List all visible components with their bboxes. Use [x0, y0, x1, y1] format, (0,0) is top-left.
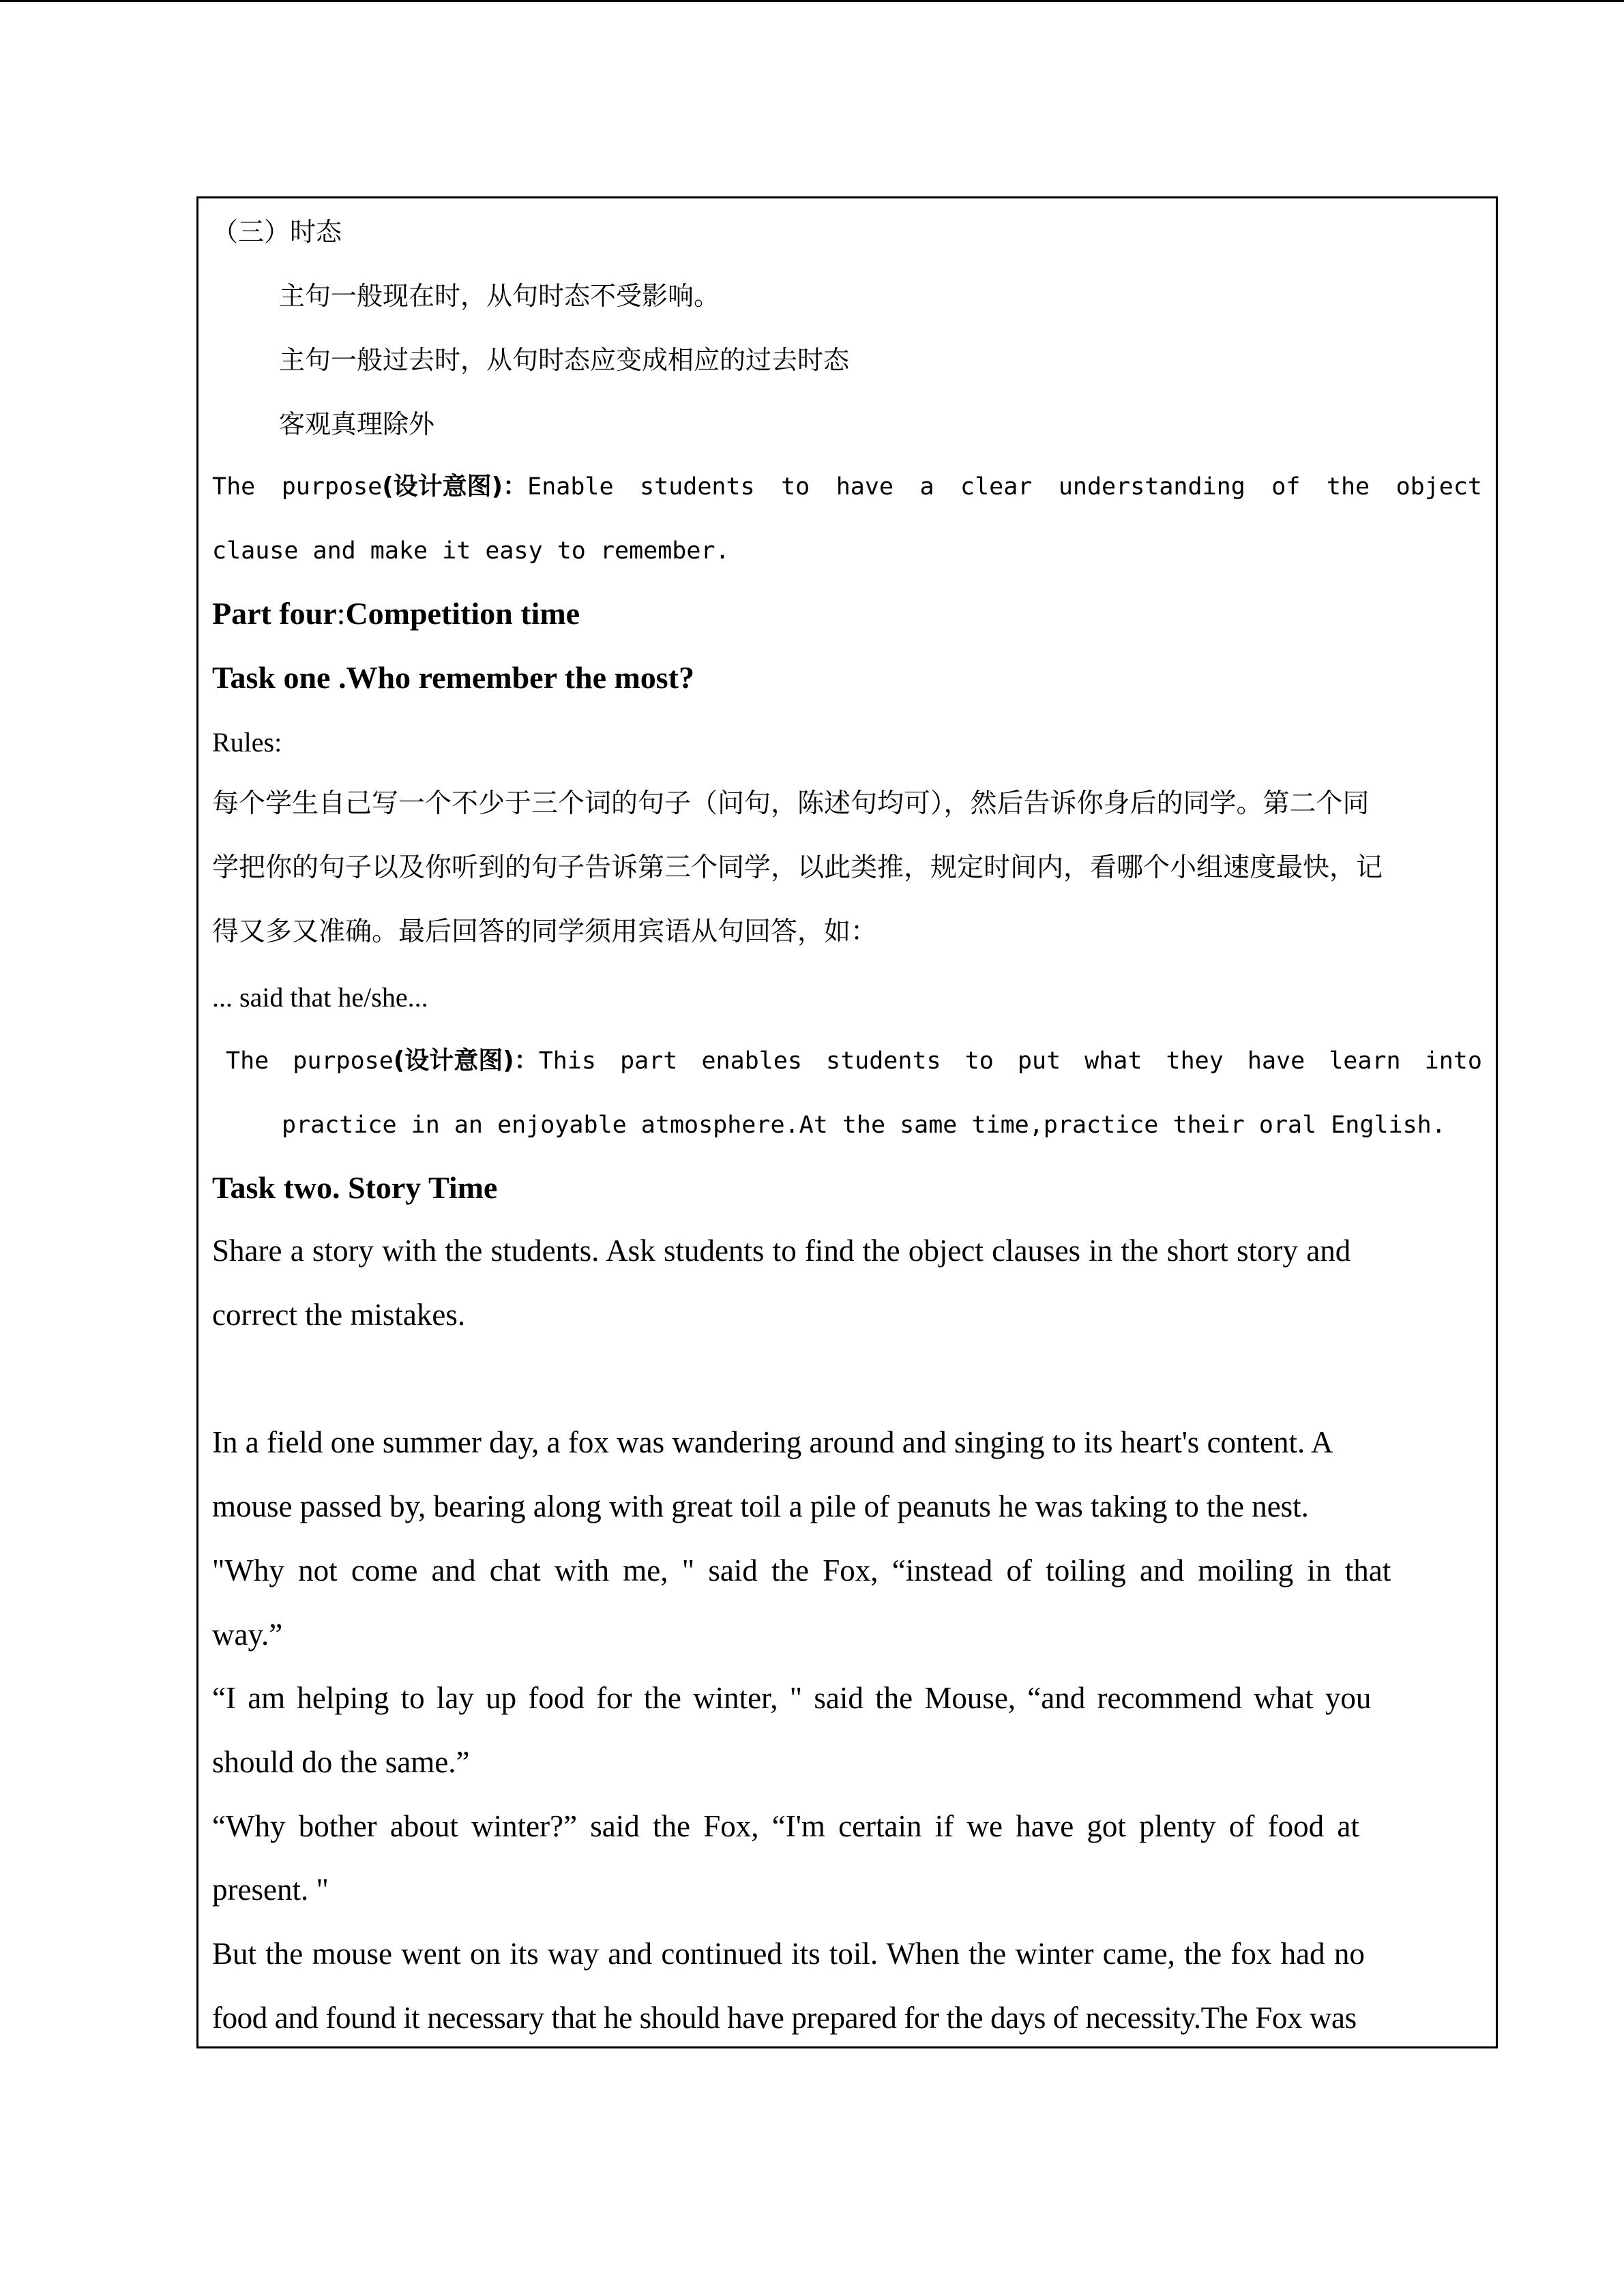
task-two-intro-line-2: correct the mistakes.	[212, 1298, 466, 1332]
purpose2-word: students	[826, 1047, 941, 1075]
purpose2-word: learn	[1329, 1047, 1401, 1075]
purpose-word: to	[781, 473, 810, 501]
part-four-title: Part four:Competition time	[212, 596, 580, 631]
story-line-2: mouse passed by, bearing along with great toil a pile of peanuts he was taking to the nest.	[212, 1489, 1309, 1523]
story-line-10: food and found it necessary that he should have prepared for the days of necessity.The Fox was	[212, 2001, 1357, 2035]
purpose-label-cn: (设计意图)：	[382, 473, 528, 501]
rules-text-line-2: 学把你的句子以及你听到的句子告诉第三个同学，以此类推，规定时间内，看哪个小组速度最快，记	[212, 852, 1383, 883]
purpose2-label-cn: (设计意图)：	[393, 1047, 539, 1075]
purpose2-line-2: practice in an enjoyable atmosphere.At the same time,practice their oral English.	[282, 1112, 1446, 1139]
rules-text-line-1: 每个学生自己写一个不少于三个词的句子（问句，陈述句均可），然后告诉你身后的同学。第二个同	[212, 788, 1370, 819]
purpose-word: clear	[960, 473, 1033, 501]
purpose2-line-1	[226, 1049, 1482, 1073]
tense-rule-exception: 客观真理除外	[279, 409, 435, 439]
purpose2-word: they	[1166, 1047, 1224, 1075]
purpose2-word: into	[1424, 1047, 1482, 1075]
tense-rule-present: 主句一般现在时，从句时态不受影响。	[279, 281, 720, 311]
purpose-word: the	[1326, 473, 1370, 501]
task-two-intro-line-1: Share a story with the students. Ask students to find the object clauses in the short story and	[212, 1234, 1351, 1268]
purpose2-word: enables	[701, 1047, 802, 1075]
tense-heading: （三）时态	[212, 217, 342, 247]
tense-rule-past: 主句一般过去时，从句时态应变成相应的过去时态	[279, 345, 850, 375]
purpose2-word: have	[1247, 1047, 1305, 1075]
story-line-5: “I am helping to lay up food for the winter, " said the Mouse, “and recommend what you	[212, 1681, 1372, 1715]
purpose2-label: The	[226, 1047, 269, 1075]
purpose-word: a	[919, 473, 934, 501]
lesson-plan-frame	[196, 196, 1498, 2048]
rules-label: Rules:	[212, 727, 282, 758]
purpose-word: of	[1271, 473, 1301, 501]
story-line-6: should do the same.”	[212, 1745, 470, 1779]
task-two-title: Task two. Story Time	[212, 1170, 498, 1205]
purpose-word: students	[640, 473, 755, 501]
purpose-word: understanding	[1058, 473, 1245, 501]
task-one-title: Task one .Who remember the most?	[212, 660, 695, 695]
story-line-7: “Why bother about winter?” said the Fox, “I'm certain if we have got plenty of food at	[212, 1809, 1359, 1843]
purpose2-word: to	[964, 1047, 994, 1075]
rules-example: ... said that he/she...	[212, 982, 428, 1013]
purpose2-word: part	[620, 1047, 678, 1075]
story-line-4: way.”	[212, 1617, 283, 1652]
purpose2-label-word: purpose(设计意图)：This	[293, 1047, 597, 1075]
purpose-label-word: purpose(设计意图)：Enable	[281, 473, 614, 501]
story-line-8: present. "	[212, 1873, 329, 1907]
purpose-line-1	[212, 475, 1482, 499]
story-line-3: "Why not come and chat with me, " said the Fox, “instead of toiling and moiling in that	[212, 1553, 1391, 1587]
purpose-line-2: clause and make it easy to remember.	[212, 537, 730, 565]
rules-text-line-3: 得又多又准确。最后回答的同学须用宾语从句回答，如：	[212, 916, 878, 947]
purpose2-word: put	[1017, 1047, 1061, 1075]
story-line-1: In a field one summer day, a fox was wandering around and singing to its heart's content. A	[212, 1425, 1333, 1459]
purpose-word: have	[836, 473, 894, 501]
purpose2-word: what	[1084, 1047, 1142, 1075]
purpose-word: object	[1396, 473, 1482, 501]
page-top-rule	[0, 0, 1624, 2]
story-line-9: But the mouse went on its way and continued its toil. When the winter came, the fox had no	[212, 1937, 1365, 1971]
purpose-label: The	[212, 473, 256, 501]
